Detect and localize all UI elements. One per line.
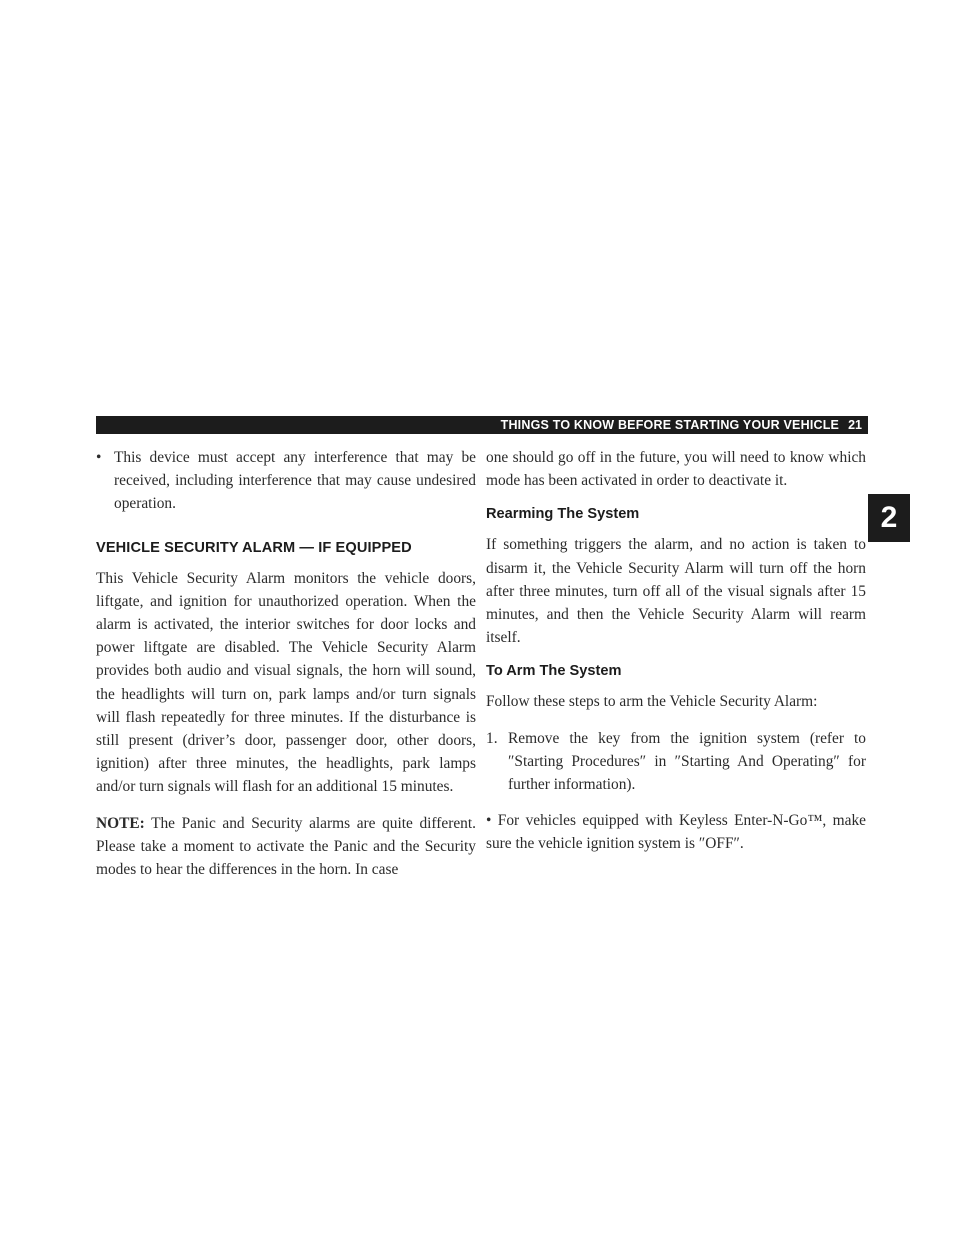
running-header <box>496 416 868 434</box>
step-1 <box>486 727 866 797</box>
note-continuation: one should go off in the future, you will need to know which mode has been activated in order to deactivate it. <box>486 449 866 490</box>
keyless-bullet: • For vehicles equipped with Keyless Enter-N-Go™, make sure the vehicle ignition system is ″OFF″. <box>486 812 866 853</box>
note-paragraph <box>96 812 476 882</box>
header-bar-left <box>96 416 496 434</box>
arm-intro: Follow these steps to arm the Vehicle Security Alarm: <box>486 693 818 711</box>
arm-heading: To Arm The System <box>486 663 622 680</box>
section-heading: VEHICLE SECURITY ALARM — IF EQUIPPED <box>96 539 412 556</box>
bullet-item <box>96 446 476 516</box>
note-label: NOTE: <box>96 814 145 832</box>
chapter-tab: 2 <box>868 494 910 542</box>
left-column <box>96 446 476 881</box>
page-number: 21 <box>848 418 862 432</box>
section-title: THINGS TO KNOW BEFORE STARTING YOUR VEHICLE <box>500 418 840 432</box>
rearming-heading: Rearming The System <box>486 506 640 523</box>
alarm-description: This Vehicle Security Alarm monitors the vehicle doors, liftgate, and ignition for unauthorized operation. When the alarm is activated, the interior switches for door locks and power liftgate are disabled. The Vehicle Security Alarm provides both audio and visual signals, the horn will sound, the headlights will turn on, park lamps and/or turn signals will flash repeatedly for three minutes. If the disturbance is still present (driver’s door, passenger door, other doors, ignition) after three minutes, the headlights, park lamps and/or turn signals will flash for an additional 15 minutes. <box>96 569 476 796</box>
note-text: The Panic and Security alarms are quite different. Please take a moment to activate the Panic and the Security modes to hear the differences in the horn. In case <box>96 814 476 879</box>
bullet-text: This device must accept any interference that may be received, including interference that may cause undesired operation. <box>114 449 476 513</box>
bullet-mark: • <box>96 449 102 466</box>
step-text: Remove the key from the ignition system (refer to ″Starting Procedures″ in ″Starting And Operating″ for further information). <box>508 729 866 794</box>
step-number: 1. <box>486 729 498 747</box>
right-column <box>486 446 866 856</box>
rearming-text: If something triggers the alarm, and no action is taken to disarm it, the Vehicle Security Alarm will turn off the horn after three minutes, turn off all of the visual signals after 15 minutes, and then the Vehicle Security Alarm will rearm itself. <box>486 536 866 647</box>
